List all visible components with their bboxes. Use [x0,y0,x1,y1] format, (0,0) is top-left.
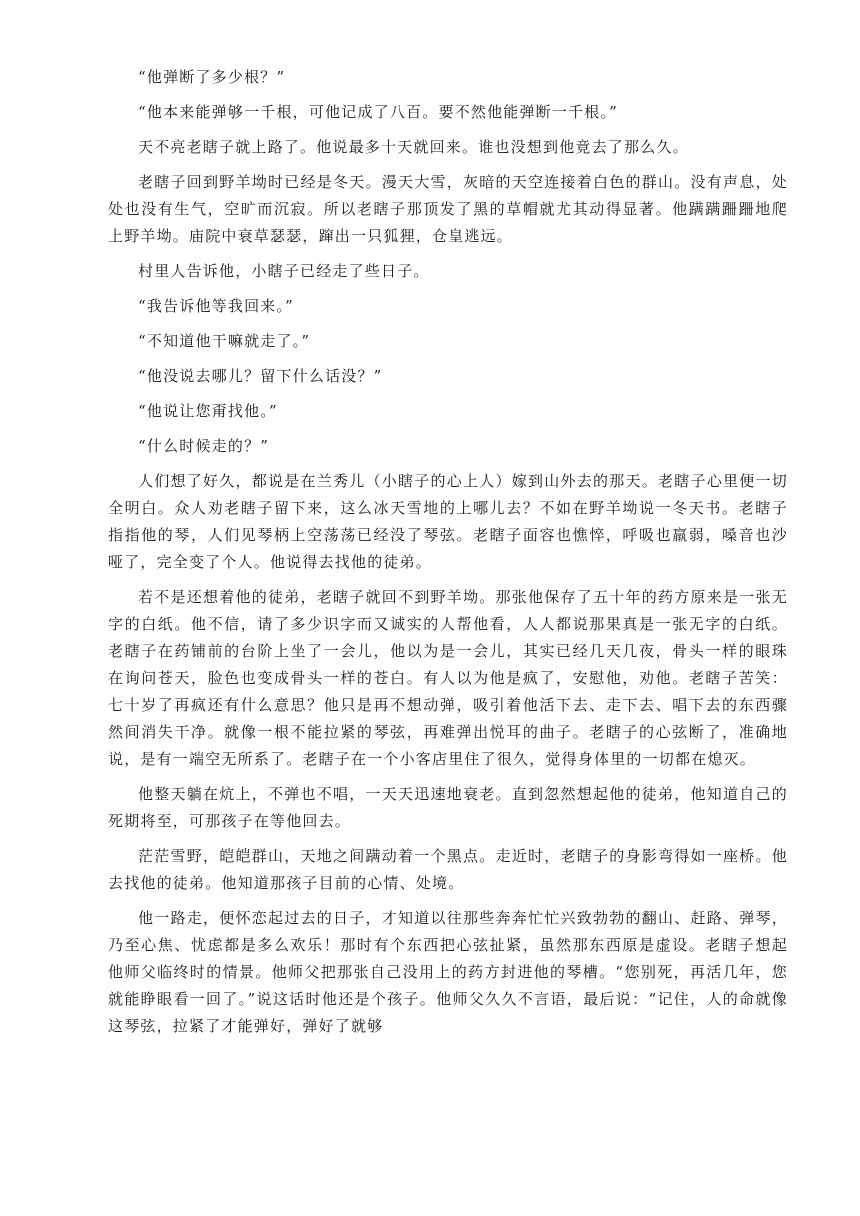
paragraph: “他说让您甭找他。” [138,402,278,420]
paragraph: 人们想了好久，都说是在兰秀儿（小瞎子的心上人）嫁到山外去的那天。老瞎子心里便一切全明白。众人劝老瞎子留下来，这么冰天雪地的上哪儿去？不如在野羊坳说一冬天书。老瞎子指指他的琴，人们见琴柄上空荡荡已经没了琴弦。老瞎子面容也憔悴，呼吸也羸弱，嗓音也沙哑了，完全变了个人。他说得去找他的徒弟。 [108,472,788,571]
paragraph: 若不是还想着他的徒弟，老瞎子就回不到野羊坳。那张他保存了五十年的药方原来是一张无字的白纸。他不信，请了多少识字而又诚实的人帮他看，人人都说那果真是一张无字的白纸。老瞎子在药铺前的台阶上坐了一会儿，他以为是一会儿，其实已经几天几夜，骨头一样的眼珠在询问苍天，脸色也变成骨头一样的苍白。有人以为他是疯了，安慰他，劝他。老瞎子苦笑：七十岁了再疯还有什么意思？他只是再不想动弹，吸引着他活下去、走下去、唱下去的东西骤然间消失干净。就像一根不能拉紧的琴弦，再难弹出悦耳的曲子。老瞎子的心弦断了，准确地说，是有一端空无所系了。老瞎子在一个小客店里住了很久，觉得身体里的一切都在熄灭。 [108,588,788,768]
story-text [108,64,788,1048]
paragraph: 他整天躺在炕上，不弹也不唱，一天天迅速地衰老。直到忽然想起他的徒弟，他知道自己的死期将至，可那孩子在等他回去。 [108,785,788,830]
paragraph: 村里人告诉他，小瞎子已经走了些日子。 [138,262,430,280]
paragraph: “什么时候走的？” [138,437,270,455]
paragraph: “他弹断了多少根？” [138,68,286,86]
paragraph: “不知道他干嘛就走了。” [138,332,311,350]
paragraph: 他一路走，便怀恋起过去的日子，才知道以往那些奔奔忙忙兴致勃勃的翻山、赶路、弹琴，乃至心焦、忧虑都是多么欢乐！那时有个东西把心弦扯紧，虽然那东西原是虚设。老瞎子想起他师父临终时的情景。他师父把那张自己没用上的药方封进他的琴槽。“您别死，再活几年，您就能睁眼看一回了。”说这话时他还是个孩子。他师父久久不言语，最后说：“记住，人的命就像这琴弦，拉紧了才能弹好，弹好了就够 [108,909,788,1035]
paragraph: “他本来能弹够一千根，可他记成了八百。要不然他能弹断一千根。” [138,103,619,121]
paragraph: “我告诉他等我回来。” [138,297,295,315]
paragraph: 茫茫雪野，皑皑群山，天地之间蹒动着一个黑点。走近时，老瞎子的身影弯得如一座桥。他去找他的徒弟。他知道那孩子目前的心情、处境。 [108,847,788,892]
paragraph: 老瞎子回到野羊坳时已经是冬天。漫天大雪，灰暗的天空连接着白色的群山。没有声息，处处也没有生气，空旷而沉寂。所以老瞎子那顶发了黑的草帽就尤其动得显著。他蹒蹒跚跚地爬上野羊坳。庙院中衰草瑟瑟，蹿出一只狐狸，仓皇逃远。 [108,173,788,245]
paragraph: 天不亮老瞎子就上路了。他说最多十天就回来。谁也没想到他竟去了那么久。 [138,138,689,156]
paragraph: “他没说去哪儿？留下什么话没？” [138,367,383,385]
